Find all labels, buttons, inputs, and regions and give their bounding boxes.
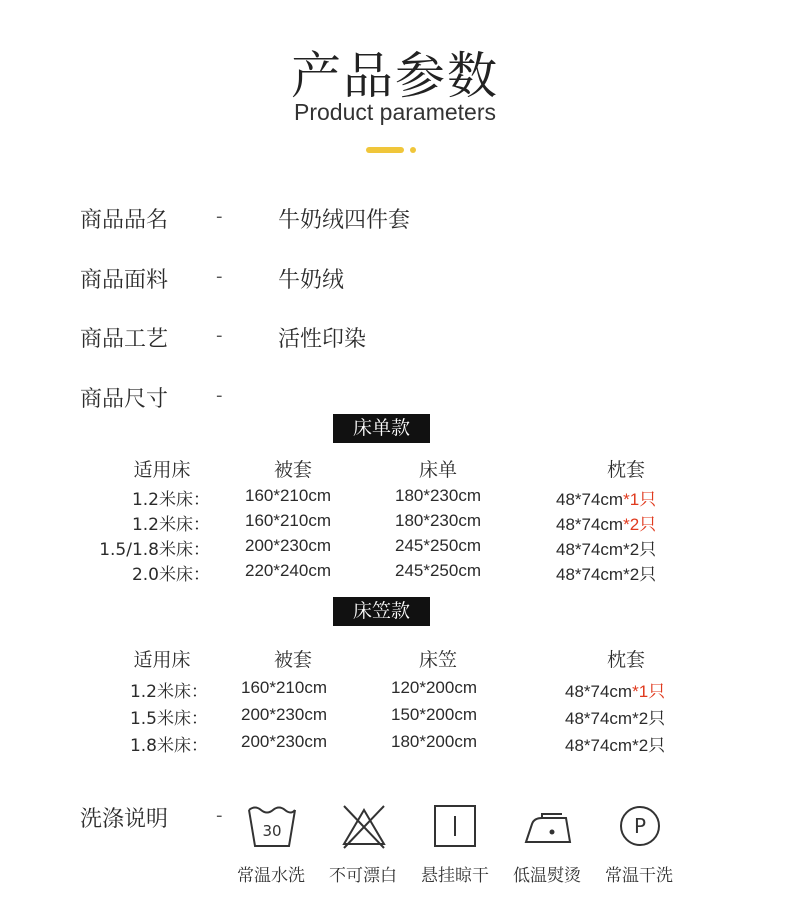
cell-bed: 1.5/1.8米床： [99, 540, 210, 560]
param-label: 商品面料 [80, 268, 169, 293]
cell-duvet: 200*230cm [244, 536, 331, 555]
decoration-bar [366, 147, 404, 153]
pillow-qty: *2只 [623, 540, 657, 559]
header-bed: 适用床 [133, 459, 191, 481]
low-iron-icon [522, 802, 574, 850]
cell-duvet: 200*230cm [240, 705, 327, 724]
param-value: 牛奶绒 [278, 268, 345, 293]
pillow-qty: *1只 [623, 490, 657, 509]
param-dash: - [216, 325, 223, 346]
cell-pillow [556, 510, 696, 535]
cell-duvet: 160*210cm [244, 511, 331, 530]
cell-fitted: 120*200cm [390, 678, 477, 697]
cell-pillow [556, 560, 696, 585]
header-sheet: 床单 [418, 459, 457, 481]
pillow-qty: *2只 [623, 515, 657, 534]
header-bed: 适用床 [133, 649, 191, 671]
cell-bed: 1.2米床： [131, 490, 210, 510]
cell-fitted: 180*200cm [390, 732, 477, 751]
care-label-wash: 常温水洗 [237, 866, 305, 886]
page-title: 产品参数 [291, 47, 499, 105]
care-dash: - [216, 805, 223, 826]
care-label-dry-clean: 常温干洗 [605, 866, 673, 886]
care-label-no-bleach: 不可漂白 [329, 866, 397, 886]
cell-sheet: 245*250cm [394, 536, 481, 555]
param-label: 商品品名 [80, 208, 169, 233]
dry-clean-letter: P [633, 814, 647, 838]
header-fitted: 床笠 [418, 649, 457, 671]
cell-duvet: 220*240cm [244, 561, 331, 580]
cell-bed: 2.0米床： [131, 565, 210, 585]
pillow-qty: *2只 [632, 736, 666, 755]
cell-duvet: 160*210cm [240, 678, 327, 697]
pillow-qty: *1只 [632, 682, 666, 701]
care-label-hang-dry: 悬挂晾干 [421, 866, 489, 886]
pillow-size: 48*74cm [565, 709, 633, 728]
cell-fitted: 150*200cm [390, 705, 477, 724]
cell-pillow [556, 535, 696, 560]
care-label-low-iron: 低温熨烫 [513, 866, 581, 886]
pillow-qty: *2只 [623, 565, 657, 584]
cell-sheet: 180*230cm [394, 511, 481, 530]
header-duvet: 被套 [273, 649, 312, 671]
cell-bed: 1.8米床： [129, 736, 208, 756]
pillow-size: 48*74cm [565, 682, 633, 701]
cell-duvet: 160*210cm [244, 486, 331, 505]
pillow-size: 48*74cm [556, 490, 624, 509]
param-label: 商品尺寸 [80, 387, 169, 412]
cell-sheet: 180*230cm [394, 486, 481, 505]
wash-30-icon [246, 802, 298, 850]
param-value: 牛奶绒四件套 [278, 208, 411, 233]
cell-bed: 1.2米床： [131, 515, 210, 535]
pillow-size: 48*74cm [556, 515, 624, 534]
no-bleach-icon [338, 802, 390, 850]
cell-pillow [565, 731, 705, 756]
decoration-dot [410, 147, 416, 153]
param-dash: - [216, 266, 223, 287]
header-pillow: 枕套 [606, 649, 645, 671]
header-pillow: 枕套 [606, 459, 645, 481]
pillow-qty: *2只 [632, 709, 666, 728]
dry-clean-p-icon [614, 802, 666, 850]
header-duvet: 被套 [273, 459, 312, 481]
cell-sheet: 245*250cm [394, 561, 481, 580]
pillow-size: 48*74cm [556, 540, 624, 559]
care-label: 洗涤说明 [80, 807, 169, 832]
cell-pillow [556, 485, 696, 510]
cell-pillow [565, 704, 705, 729]
param-value: 活性印染 [278, 327, 367, 352]
hang-dry-icon [430, 802, 482, 850]
cell-bed: 1.2米床： [129, 682, 208, 702]
cell-bed: 1.5米床： [129, 709, 208, 729]
param-dash: - [216, 206, 223, 227]
page-subtitle: Product parameters [294, 99, 496, 125]
pillow-size: 48*74cm [556, 565, 624, 584]
wash-temp-text: 30 [262, 822, 282, 840]
cell-pillow [565, 677, 705, 702]
param-dash: - [216, 385, 223, 406]
section-badge-sheet: 床单款 [333, 414, 430, 443]
section-badge-fitted: 床笠款 [333, 597, 430, 626]
param-label: 商品工艺 [80, 327, 169, 352]
pillow-size: 48*74cm [565, 736, 633, 755]
cell-duvet: 200*230cm [240, 732, 327, 751]
